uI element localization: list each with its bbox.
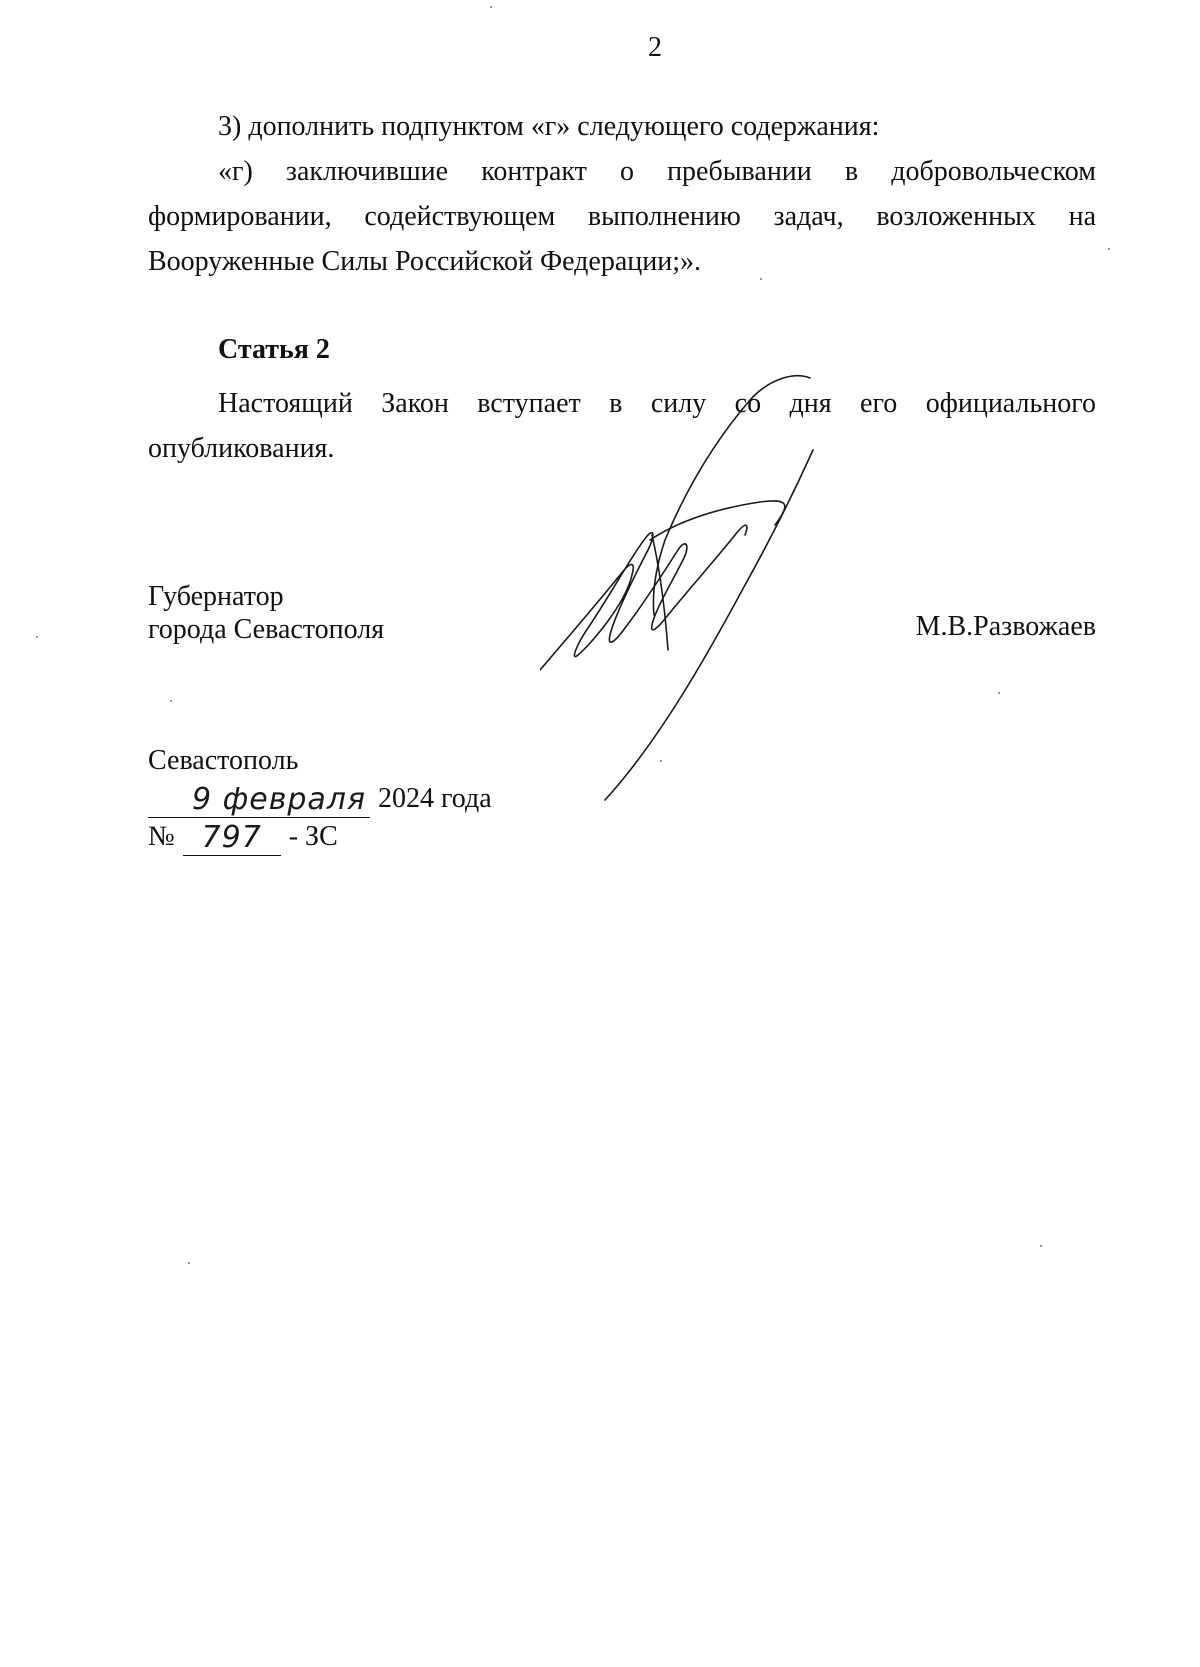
number-row [148, 818, 492, 856]
number-suffix: - ЗС [288, 821, 338, 852]
article-heading: Статья 2 [218, 334, 330, 365]
amendment-section [148, 104, 1096, 284]
place-date-block [148, 742, 492, 856]
page-number: 2 [648, 32, 662, 63]
scan-speck [998, 692, 1000, 694]
handwritten-number: 797 [201, 820, 262, 855]
scan-speck [1040, 1245, 1042, 1247]
article-text-line2: опубликования. [148, 433, 335, 464]
handwritten-signature-image [540, 370, 850, 810]
number-fill-line [183, 821, 281, 856]
scan-speck [1108, 248, 1110, 250]
article-text-line1: Настоящий Закон вступает в силу со дня его официального [218, 388, 1096, 419]
number-prefix: № [148, 821, 175, 852]
scan-speck [188, 1262, 190, 1264]
amendment-subitem-line2: формировании, содействующем выполнению задач, возложенных на [148, 201, 1096, 232]
date-fill-line [148, 783, 370, 818]
amendment-item-intro: 3) дополнить подпунктом «г» следующего содержания: [218, 111, 880, 142]
amendment-subitem-line1: «г) заключившие контракт о пребывании в добровольческом [218, 156, 1096, 187]
scan-speck [36, 636, 38, 638]
signer-name: М.В.Развожаев [915, 611, 1096, 642]
scan-speck [170, 700, 172, 702]
scan-speck [660, 760, 662, 762]
signer-position-line2: города Севастополя [148, 614, 385, 645]
scan-speck [760, 278, 762, 280]
amendment-subitem-line3: Вооруженные Силы Российской Федерации;». [148, 246, 701, 277]
signer-position-line1: Губернатор [148, 581, 284, 612]
year-text: 2024 года [378, 783, 492, 814]
date-row [148, 780, 492, 818]
signer-position [148, 580, 384, 646]
handwritten-date: 9 февраля [191, 782, 367, 817]
city-name: Севастополь [148, 745, 299, 776]
scan-speck [490, 6, 492, 8]
